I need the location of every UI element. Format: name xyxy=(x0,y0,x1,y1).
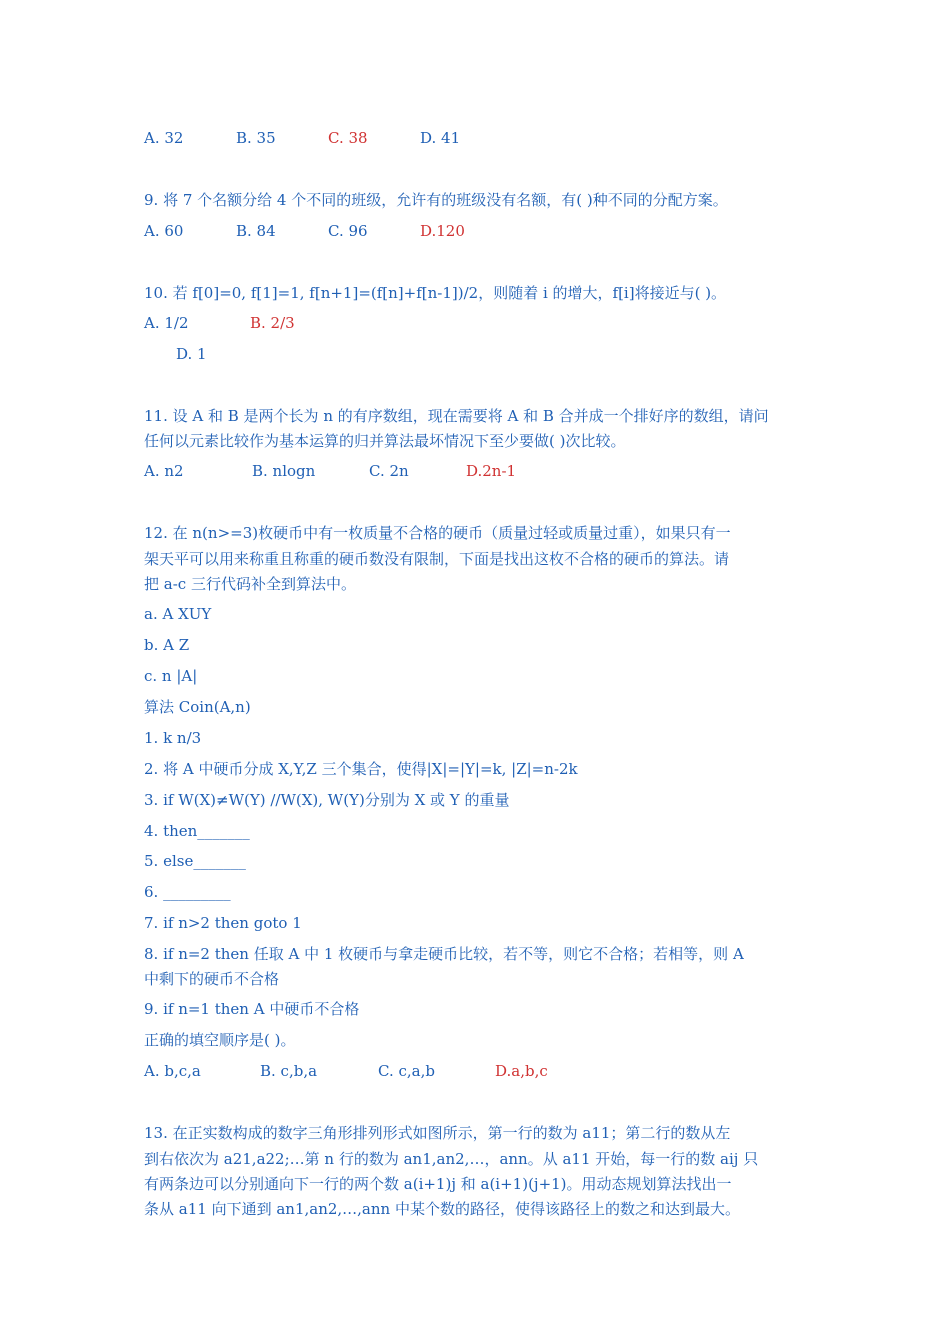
q13-question-line-4: 条从 a11 向下通到 an1,an2,…,ann 中某个数的路径，使得该路径上的数之和达到最大。 xyxy=(144,1200,740,1218)
q9-option-d-answer: D.120 xyxy=(420,222,465,240)
q9-option-b: B. 84 xyxy=(236,222,276,240)
q10-option-a: A. 1/2 xyxy=(144,314,189,332)
q12-option-b: B. c,b,a xyxy=(260,1062,318,1080)
q12-option-c: C. c,a,b xyxy=(378,1062,435,1080)
q12-code-line-3: 3. if W(X)≠W(Y) //W(X), W(Y)分别为 X 或 Y 的重量 xyxy=(144,791,510,809)
q9-option-a: A. 60 xyxy=(144,222,184,240)
q13-question-line-2: 到右依次为 a21,a22;…第 n 行的数为 an1,an2,…，ann。从 a11 开始，每一行的数 aij 只 xyxy=(144,1150,759,1168)
q12-code-line-1: 1. k n/3 xyxy=(144,729,202,747)
q9-question: 9. 将 7 个名额分给 4 个不同的班级，允许有的班级没有名额，有( )种不同的分配方案。 xyxy=(144,191,728,209)
q8-option-c-answer: C. 38 xyxy=(328,129,368,147)
q12-code-line-b: b. A Z xyxy=(144,636,190,654)
q12-code-line-8-cont: 中剩下的硬币不合格 xyxy=(144,970,280,988)
q10-question: 10. 若 f[0]=0, f[1]=1, f[n+1]=(f[n]+f[n-1])/2，则随着 i 的增大，f[i]将接近与( )。 xyxy=(144,284,727,302)
q12-code-line-a: a. A XUY xyxy=(144,605,212,623)
q12-question-line-1: 12. 在 n(n>=3)枚硬币中有一枚质量不合格的硬币（质量过轻或质量过重），如果只有一 xyxy=(144,524,731,542)
q12-code-line-2: 2. 将 A 中硬币分成 X,Y,Z 三个集合，使得|X|=|Y|=k, |Z|=n-2k xyxy=(144,760,578,778)
q12-algorithm-title: 算法 Coin(A,n) xyxy=(144,698,251,716)
q9-option-c: C. 96 xyxy=(328,222,368,240)
q11-option-c: C. 2n xyxy=(369,462,409,480)
q8-option-a: A. 32 xyxy=(144,129,184,147)
q12-code-line-4: 4. then_______ xyxy=(144,822,250,840)
q12-prompt: 正确的填空顺序是( )。 xyxy=(144,1031,296,1049)
q11-option-a: A. n2 xyxy=(144,462,184,480)
q10-option-d: D. 1 xyxy=(176,345,207,363)
q12-question-line-3: 把 a-c 三行代码补全到算法中。 xyxy=(144,575,356,593)
q12-code-line-6: 6. _________ xyxy=(144,883,231,901)
q11-option-d-answer: D.2n-1 xyxy=(466,462,517,480)
q13-question-line-3: 有两条边可以分别通向下一行的两个数 a(i+1)j 和 a(i+1)(j+1)。用动态规划算法找出一 xyxy=(144,1175,732,1193)
q12-code-line-9: 9. if n=1 then A 中硬币不合格 xyxy=(144,1000,360,1018)
q12-code-line-c: c. n |A| xyxy=(144,667,198,685)
q12-code-line-7: 7. if n>2 then goto 1 xyxy=(144,914,302,932)
q13-question-line-1: 13. 在正实数构成的数字三角形排列形式如图所示，第一行的数为 a11；第二行的数从左 xyxy=(144,1124,731,1142)
q11-option-b: B. nlogn xyxy=(252,462,316,480)
q12-option-d-answer: D.a,b,c xyxy=(495,1062,548,1080)
q12-code-line-8: 8. if n=2 then 任取 A 中 1 枚硬币与拿走硬币比较，若不等，则它不合格；若相等，则 A xyxy=(144,945,744,963)
q12-code-line-5: 5. else_______ xyxy=(144,852,246,870)
q12-question-line-2: 架天平可以用来称重且称重的硬币数没有限制，下面是找出这枚不合格的硬币的算法。请 xyxy=(144,550,730,568)
q8-option-d: D. 41 xyxy=(420,129,461,147)
q12-option-a: A. b,c,a xyxy=(144,1062,201,1080)
q11-question-line-2: 任何以元素比较作为基本运算的归并算法最坏情况下至少要做( )次比较。 xyxy=(144,432,626,450)
q11-question-line-1: 11. 设 A 和 B 是两个长为 n 的有序数组，现在需要将 A 和 B 合并成一个排好序的数组，请问 xyxy=(144,407,769,425)
q8-option-b: B. 35 xyxy=(236,129,276,147)
q10-option-b-answer: B. 2/3 xyxy=(250,314,295,332)
